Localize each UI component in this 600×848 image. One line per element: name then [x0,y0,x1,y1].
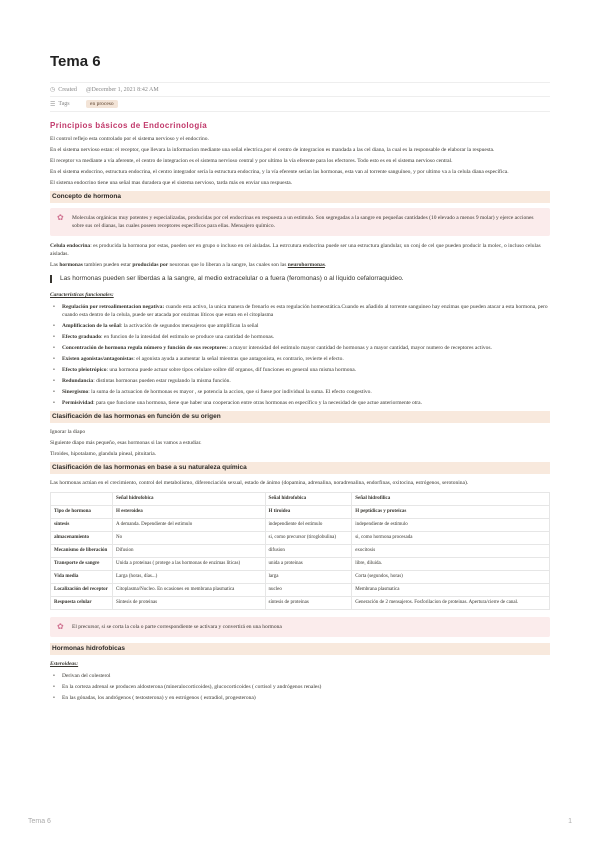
page-number: 1 [568,818,572,825]
list-item: • Sinergismo: la suma de la actuacion de hormonas es mayor , se potencia la accion, que si fuese por individual la suma. El efecto congestivo. [50,388,550,396]
section-heading-hidrofobicas: Hormonas hidrofobicas [50,643,550,655]
table-row: Tipo de hormona H esteroidea H tiroidea H peptídicas y proteicas [51,506,550,519]
table-row: Mecanismo de liberación Difusion difusion exocitosis [51,545,550,558]
table-row: Transporte de sangre Unida a proteinas ( protege a las hormonas de enzimas líticas) unida a proteinas libre, diluida. [51,558,550,571]
bold-term: producidas por [132,262,169,268]
list-item: • Efecto pleiotrópico: una hormona puede actuar sobre tipos celulare soibre dif organos, dif funciones en general una misma hormona. [50,366,550,374]
section-heading-concepto: Concepto de hormona [50,191,550,203]
brain-icon: ✿ [57,622,64,631]
tags-label: Tags [58,101,70,107]
paragraph: El control reflejo esta controlado por el sistema nervioso y el endocrino. [50,136,209,142]
list-item: • Efecto graduado: en funcion de la intesidad del estimulo se produce una cantidad de hormonas. [50,333,550,341]
table-header-row: Señal hidrofobica Señal hidrofobica Señal hidrofilica [51,493,550,506]
paragraph-celula [50,242,550,258]
list-icon: ☰ [50,101,56,108]
table-row: Vida media Larga (horas, días...) larga Corta (segundos, horas) [51,571,550,584]
text: Las [50,262,60,268]
main-heading: Principios básicos de Endocrinología [50,121,208,130]
table-row: Localización del receptor Citoplasma/Nucleo. En ocasiones en membrana plasmatica nucleo Membrana plasmatica [51,584,550,597]
table-row: síntesis A demanda. Dependiente del estimulo independiente del estimulo independiente de estimulo [51,519,550,532]
callout-precursor [50,617,550,637]
paragraph: En el sistema nervioso estan: el receptor, que llevara la informacion mediante una señal electrica,por el centro de integracion es mandada a las cel diana, la cual es la responsable de elaborar la respuesta. [50,147,495,153]
section-heading-origen: Clasificación de las hormonas en función de su origen [50,411,550,423]
text: neuronas que lo liberan a la sangre, las cuales son las [168,262,288,268]
paragraph: Ignorar la diapo [50,429,86,435]
paragraph: El sistema endocrino tiene una señal mas duradera que el sistema nervioso, tarda más en enviar una respuesta. [50,180,293,186]
page-footer [28,818,572,825]
paragraph: Las hormonas actúan en el crecimiento, control del metabolismo, diferenciación sexual, estado de ánimo (dopamina, adrenalina, noradrenalina, endorfinas, oxitocina, estrógenos, serotonina). [50,480,469,486]
created-property [50,82,550,97]
page-content [50,122,550,705]
paragraph-neurohormonas [50,261,550,269]
paragraph: Siguiente diapo más pequeño, esas hormonas si las vamos a estudiar. [50,440,202,446]
esteroideas-list [50,672,550,702]
page-title: Tema 6 [50,53,101,70]
created-value[interactable]: @December 1, 2021 8:42 AM [86,86,159,93]
list-item: • Derivan del colesterol [50,672,550,680]
callout-text: Moleculas orgánicas muy potentes y especializadas, producidas por cel endocrinas en respuesta a un estimulo. Son segregadas a la sangre en pequeñas cantidades (10 elevado a menos 9 molar) y ejerce acciones sobre sus cel dianas, las cuales poseen receptores específicos para ellas. Mensajero químico. [72,215,534,229]
text: . [324,262,327,268]
callout-definition [50,208,550,236]
list-item: • Existen agonistas/antagonistas: el agonista ayuda a aumentar la señal mientras que antagonista, es contrario, revierte el efecto. [50,355,550,363]
table-row: Respuesta celular Síntesis de proteinas síntesis de proteinas Generación de 2 mensajeros. Fosforilacion de proteinas. Apertura/cierre de canal. [51,597,550,610]
subheading-esteroideas: Esteroideas: [50,661,79,667]
caracteristicas-list [50,303,550,407]
bold-term: Celula endocrina [50,243,91,249]
properties-table [50,82,550,112]
callout-text: El precursor, si se corta la cola o parte correspondiente se activara y convertirá en una hormona [72,624,282,630]
clock-icon: ◷ [50,87,56,93]
paragraph: Tiroides, hipotalamo, glandula pineal, pituitaria. [50,451,157,457]
list-item: • Permisividad: para que funcione una hormona, tiene que haber una cooperacion entre otras hormonas en específico y la necesidad de que actue anteriormente otra. [50,399,550,407]
paragraph-text: : es producida la hormona por estas, pueden ser en grupo o incluso en cel aisladas. La estrcutura endocrina puede ser una estructura glandular, un conj de cel que pueden producir la molec, o incluso celulas aisladas. [50,243,541,257]
text: tambien pueden estar [82,262,133,268]
paragraph: El receptor va mediante a vía aferente, el centro de integracion es el sistema nervioso central y por ultimo la vía eferente para los efectores. Todo esto es en el sistema nervioso central. [50,158,453,164]
list-item: • Concentración de hormona regula número y función de sus receptores: a mayor intensidad del estimulo mayor cantidad de hormonas y a mayor cantidad, mayor numero de receptores activos. [50,344,550,352]
list-item: • En la corteza adrenal se producen aldosterona (mineralocorticoides), glucocorticoides ( cortisol y andrógenos renales) [50,683,550,691]
footer-title: Tema 6 [28,818,51,825]
quote-block: Las hormonas pueden ser liberdas a la sangre, al medio extracelular o a fuera (feromonas) o al líquido cefalorraquideo. [50,275,550,283]
table-row: almacenamiento No si, como precursor (tiroglobulina) si, como hormona procesada [51,532,550,545]
bold-term: hormonas [59,262,83,268]
paragraph: En el sistema endocrino, estructura endocrina, el centro integrador sería la estructura endocrina, y la vía eferente serían las hormonas, esta van al torrente sanguíneo, y por ultimo va a la celula diana específica. [50,169,509,175]
list-item: • Regulación por retroalimentacion negativa: cuando esta activo, la unica manera de frenarlo es esta regulación homeostática.Cuando es añadido al torrente sanguineo hay enzimas que pueden atacar a esta hormona, pero cuando esta dentro de la celula, puede ser atacada por enzimas líticos que estan en el citoplasma [50,303,550,319]
list-item: • Redundancia: distintas hormonas pueden estar regulando la misma función. [50,377,550,385]
bold-underline-term: neurohormonas [287,262,325,268]
section-heading-quimica: Clasificación de las hormonas en base a su naturaleza química [50,462,550,474]
tags-property [50,97,550,112]
created-label: Created [58,86,77,93]
list-item: • Amplificacion de la señal: la activación de segundos mensajeros que amplifican la señal [50,322,550,330]
tag-badge[interactable]: en proceso [86,100,118,108]
subheading-caracteristicas: Caracteristicas funcionales: [50,292,114,298]
list-item: • En las gónadas, los andrógenos ( testosterona) y en estrógenos ( estradiol, progesterona) [50,694,550,702]
hormone-classification-table [50,492,550,610]
brain-icon: ✿ [57,213,64,222]
